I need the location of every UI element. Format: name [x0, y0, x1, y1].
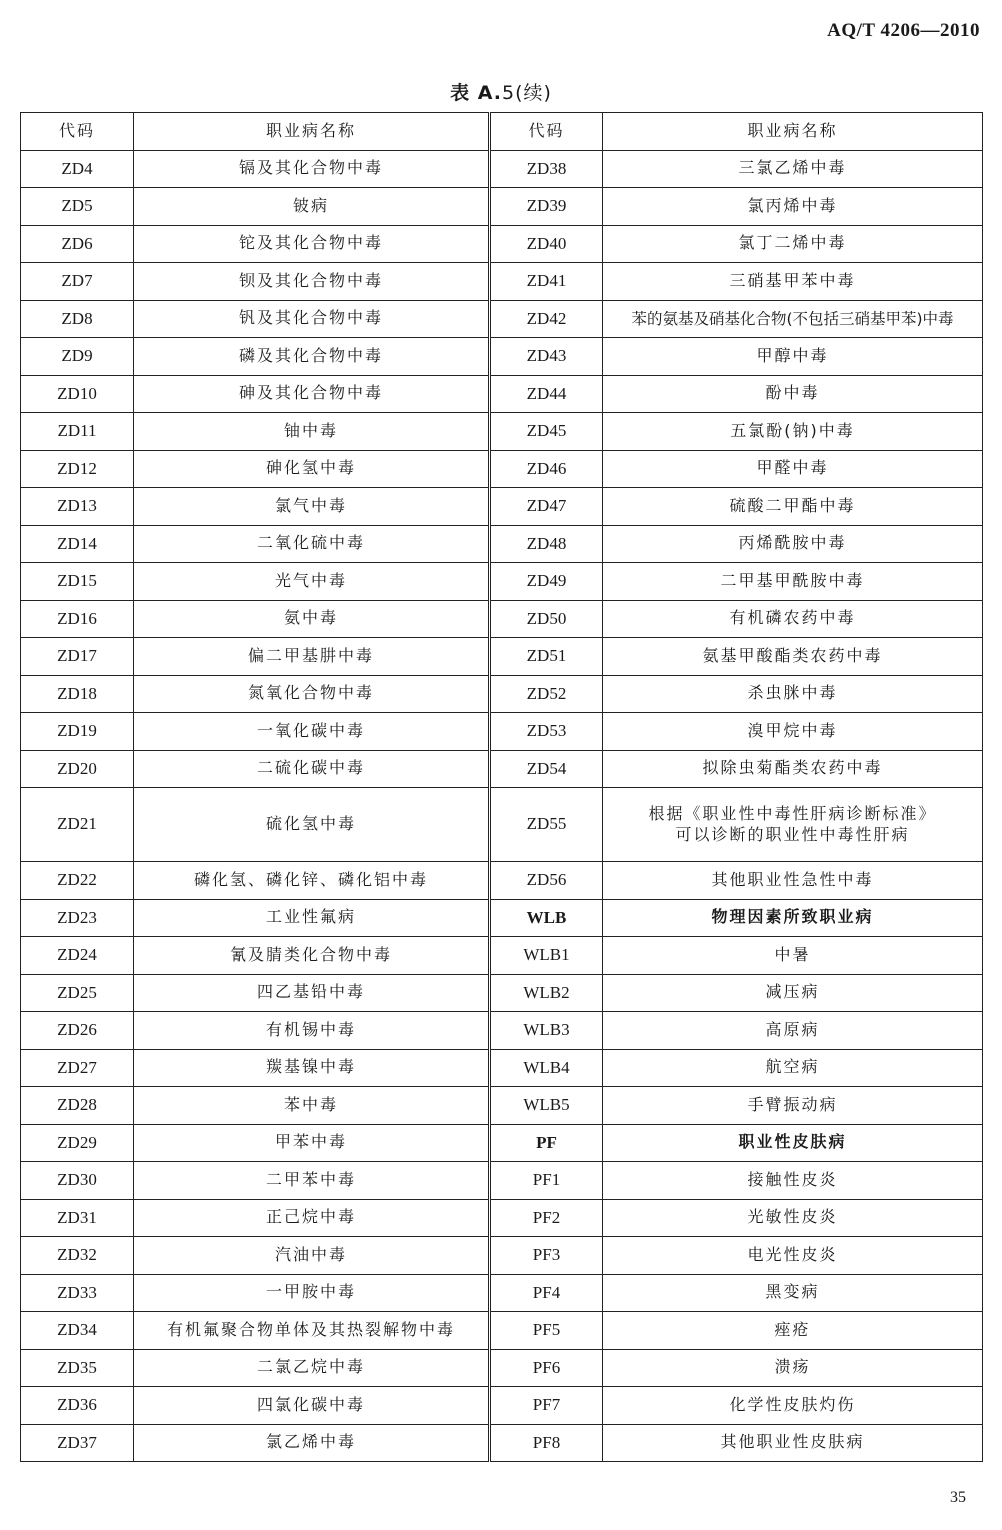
- table-row: [21, 1387, 983, 1425]
- code-cell: ZD18: [21, 675, 134, 713]
- table-row: [21, 525, 983, 563]
- code-cell: WLB4: [490, 1049, 603, 1087]
- disease-name-cell: 手臂振动病: [603, 1087, 983, 1125]
- table-row: [21, 225, 983, 263]
- table-row: [21, 300, 983, 338]
- table-row: [21, 1162, 983, 1200]
- code-cell: PF3: [490, 1237, 603, 1275]
- category-name-cell: 职业性皮肤病: [603, 1124, 983, 1162]
- disease-name-cell: 氨中毒: [134, 600, 490, 638]
- table-row: [21, 1424, 983, 1462]
- page-number: 35: [950, 1489, 966, 1506]
- disease-name-cell: 铀中毒: [134, 413, 490, 451]
- code-cell: ZD28: [21, 1087, 134, 1125]
- disease-name-cell: 一甲胺中毒: [134, 1274, 490, 1312]
- code-cell: ZD23: [21, 899, 134, 937]
- disease-name-cell: 中暑: [603, 937, 983, 975]
- code-cell: PF4: [490, 1274, 603, 1312]
- code-cell: ZD36: [21, 1387, 134, 1425]
- disease-name-cell: 钡及其化合物中毒: [134, 263, 490, 301]
- disease-name-cell: 其他职业性皮肤病: [603, 1424, 983, 1462]
- code-cell: ZD19: [21, 713, 134, 751]
- column-header-name: 职业病名称: [134, 113, 490, 151]
- standard-code: AQ/T 4206—2010: [827, 20, 980, 41]
- disease-name-cell: 有机磷农药中毒: [603, 600, 983, 638]
- table-row: [21, 1312, 983, 1350]
- column-header-code: 代码: [21, 113, 134, 151]
- code-cell: ZD53: [490, 713, 603, 751]
- table-row: [21, 1012, 983, 1050]
- code-cell: ZD31: [21, 1199, 134, 1237]
- code-cell: ZD13: [21, 488, 134, 526]
- code-cell: ZD52: [490, 675, 603, 713]
- disease-code-table: [20, 112, 983, 1462]
- disease-name-cell: 氯乙烯中毒: [134, 1424, 490, 1462]
- code-cell: ZD7: [21, 263, 134, 301]
- disease-name-cell: 减压病: [603, 974, 983, 1012]
- code-cell: PF8: [490, 1424, 603, 1462]
- code-cell: ZD32: [21, 1237, 134, 1275]
- code-cell: ZD22: [21, 862, 134, 900]
- disease-name-cell: 四氯化碳中毒: [134, 1387, 490, 1425]
- table-title: [0, 78, 1002, 105]
- code-cell: ZD21: [21, 788, 134, 862]
- code-cell: ZD20: [21, 750, 134, 788]
- code-cell: ZD12: [21, 450, 134, 488]
- disease-name-cell: 镉及其化合物中毒: [134, 150, 490, 188]
- code-cell: ZD51: [490, 638, 603, 676]
- disease-name-cell: 偏二甲基肼中毒: [134, 638, 490, 676]
- disease-name-cell: 工业性氟病: [134, 899, 490, 937]
- table-title-suffix: 5(续): [501, 82, 552, 104]
- table-row: [21, 1049, 983, 1087]
- disease-name-cell: 磷及其化合物中毒: [134, 338, 490, 376]
- code-cell: ZD37: [21, 1424, 134, 1462]
- code-cell: ZD17: [21, 638, 134, 676]
- code-cell: ZD24: [21, 937, 134, 975]
- table-row: [21, 638, 983, 676]
- disease-name-cell: 痤疮: [603, 1312, 983, 1350]
- disease-name-cell: 甲醛中毒: [603, 450, 983, 488]
- code-cell: ZD8: [21, 300, 134, 338]
- disease-name-cell: 二硫化碳中毒: [134, 750, 490, 788]
- code-cell: ZD46: [490, 450, 603, 488]
- table-row: [21, 600, 983, 638]
- code-cell: ZD43: [490, 338, 603, 376]
- code-cell: PF1: [490, 1162, 603, 1200]
- disease-name-cell: 羰基镍中毒: [134, 1049, 490, 1087]
- disease-name-cell: 三硝基甲苯中毒: [603, 263, 983, 301]
- disease-name-cell: 二氯乙烷中毒: [134, 1349, 490, 1387]
- disease-name-cell: 硫酸二甲酯中毒: [603, 488, 983, 526]
- code-cell: ZD11: [21, 413, 134, 451]
- disease-name-cell: 溴甲烷中毒: [603, 713, 983, 751]
- table-row: [21, 1124, 983, 1162]
- disease-name-cell: 三氯乙烯中毒: [603, 150, 983, 188]
- table-row: [21, 1199, 983, 1237]
- code-cell: PF7: [490, 1387, 603, 1425]
- code-cell: ZD55: [490, 788, 603, 862]
- disease-name-cell: 氯丁二烯中毒: [603, 225, 983, 263]
- disease-name-cell: 航空病: [603, 1049, 983, 1087]
- code-cell: ZD49: [490, 563, 603, 601]
- table-header-row: [21, 113, 983, 151]
- disease-name-cell: 四乙基铅中毒: [134, 974, 490, 1012]
- disease-name-cell: 氮氧化合物中毒: [134, 675, 490, 713]
- table-row: [21, 488, 983, 526]
- disease-name-cell: 二甲基甲酰胺中毒: [603, 563, 983, 601]
- code-cell: ZD54: [490, 750, 603, 788]
- table-row: [21, 937, 983, 975]
- code-cell: WLB1: [490, 937, 603, 975]
- table-row: [21, 375, 983, 413]
- column-header-name: 职业病名称: [603, 113, 983, 151]
- code-cell: ZD50: [490, 600, 603, 638]
- table-title-prefix: 表 A.: [450, 82, 502, 104]
- disease-name-cell: 砷及其化合物中毒: [134, 375, 490, 413]
- code-cell: ZD35: [21, 1349, 134, 1387]
- table-row: [21, 1237, 983, 1275]
- code-cell: ZD40: [490, 225, 603, 263]
- code-cell: ZD34: [21, 1312, 134, 1350]
- disease-name-cell: 化学性皮肤灼伤: [603, 1387, 983, 1425]
- code-cell: ZD39: [490, 188, 603, 226]
- code-cell: ZD6: [21, 225, 134, 263]
- disease-name-cell: 磷化氢、磷化锌、磷化铝中毒: [134, 862, 490, 900]
- code-cell: ZD14: [21, 525, 134, 563]
- code-cell: ZD25: [21, 974, 134, 1012]
- code-cell: ZD38: [490, 150, 603, 188]
- disease-name-cell: 氯丙烯中毒: [603, 188, 983, 226]
- disease-name-cell: 拟除虫菊酯类农药中毒: [603, 750, 983, 788]
- disease-name-cell: 氰及腈类化合物中毒: [134, 937, 490, 975]
- disease-name-cell: 氨基甲酸酯类农药中毒: [603, 638, 983, 676]
- table-row: [21, 263, 983, 301]
- column-header-code: 代码: [490, 113, 603, 151]
- code-cell: ZD27: [21, 1049, 134, 1087]
- disease-name-cell: 其他职业性急性中毒: [603, 862, 983, 900]
- disease-name-cell: 甲醇中毒: [603, 338, 983, 376]
- code-cell: ZD45: [490, 413, 603, 451]
- table-row: [21, 563, 983, 601]
- disease-name-cell: 苯中毒: [134, 1087, 490, 1125]
- disease-name-cell: 高原病: [603, 1012, 983, 1050]
- code-cell: ZD44: [490, 375, 603, 413]
- disease-name-cell: 二氧化硫中毒: [134, 525, 490, 563]
- disease-name-cell: 汽油中毒: [134, 1237, 490, 1275]
- code-cell: ZD16: [21, 600, 134, 638]
- table-row: [21, 974, 983, 1012]
- disease-name-cell: 正己烷中毒: [134, 1199, 490, 1237]
- disease-name-cell: 接触性皮炎: [603, 1162, 983, 1200]
- code-cell: WLB2: [490, 974, 603, 1012]
- category-code-cell: WLB: [490, 899, 603, 937]
- code-cell: WLB3: [490, 1012, 603, 1050]
- code-cell: PF5: [490, 1312, 603, 1350]
- category-code-cell: PF: [490, 1124, 603, 1162]
- disease-name-cell: 甲苯中毒: [134, 1124, 490, 1162]
- code-cell: ZD47: [490, 488, 603, 526]
- disease-name-cell: 钒及其化合物中毒: [134, 300, 490, 338]
- code-cell: ZD42: [490, 300, 603, 338]
- code-cell: ZD26: [21, 1012, 134, 1050]
- disease-name-cell: 砷化氢中毒: [134, 450, 490, 488]
- code-cell: ZD5: [21, 188, 134, 226]
- disease-name-cell: 有机锡中毒: [134, 1012, 490, 1050]
- table-row: [21, 750, 983, 788]
- disease-name-cell: 二甲苯中毒: [134, 1162, 490, 1200]
- code-cell: ZD10: [21, 375, 134, 413]
- disease-name-cell: [603, 788, 983, 862]
- code-cell: ZD29: [21, 1124, 134, 1162]
- disease-name-cell: 杀虫脒中毒: [603, 675, 983, 713]
- disease-name-cell: 一氧化碳中毒: [134, 713, 490, 751]
- disease-name-cell: 铊及其化合物中毒: [134, 225, 490, 263]
- table-row: [21, 675, 983, 713]
- table-row: [21, 450, 983, 488]
- table-row: [21, 150, 983, 188]
- code-cell: ZD15: [21, 563, 134, 601]
- category-name-cell: 物理因素所致职业病: [603, 899, 983, 937]
- code-cell: PF6: [490, 1349, 603, 1387]
- disease-name-cell: 光气中毒: [134, 563, 490, 601]
- disease-name-cell: 有机氟聚合物单体及其热裂解物中毒: [134, 1312, 490, 1350]
- code-cell: ZD4: [21, 150, 134, 188]
- table-row: [21, 713, 983, 751]
- disease-name-cell: 电光性皮炎: [603, 1237, 983, 1275]
- disease-name-cell: 光敏性皮炎: [603, 1199, 983, 1237]
- disease-name-cell: 硫化氢中毒: [134, 788, 490, 862]
- disease-name-line: 可以诊断的职业性中毒性肝病: [675, 824, 910, 844]
- table-row: [21, 188, 983, 226]
- disease-name-cell: 五氯酚(钠)中毒: [603, 413, 983, 451]
- disease-name-line: 根据《职业性中毒性肝病诊断标准》: [648, 803, 937, 823]
- disease-name-cell: 黑变病: [603, 1274, 983, 1312]
- code-cell: ZD9: [21, 338, 134, 376]
- disease-name-cell: 溃疡: [603, 1349, 983, 1387]
- code-cell: PF2: [490, 1199, 603, 1237]
- disease-name-cell: 铍病: [134, 188, 490, 226]
- code-cell: WLB5: [490, 1087, 603, 1125]
- table-row: [21, 1349, 983, 1387]
- code-cell: ZD30: [21, 1162, 134, 1200]
- table-row: [21, 413, 983, 451]
- table-row: [21, 899, 983, 937]
- code-cell: ZD33: [21, 1274, 134, 1312]
- disease-name-cell: 酚中毒: [603, 375, 983, 413]
- code-cell: ZD56: [490, 862, 603, 900]
- table-row: [21, 862, 983, 900]
- table-row: [21, 1087, 983, 1125]
- code-cell: ZD48: [490, 525, 603, 563]
- disease-name-cell: 氯气中毒: [134, 488, 490, 526]
- disease-name-cell: 丙烯酰胺中毒: [603, 525, 983, 563]
- table-row: [21, 1274, 983, 1312]
- code-cell: ZD41: [490, 263, 603, 301]
- disease-name-cell: 苯的氨基及硝基化合物(不包括三硝基甲苯)中毒: [603, 300, 983, 338]
- table-row: [21, 788, 983, 862]
- table-row: [21, 338, 983, 376]
